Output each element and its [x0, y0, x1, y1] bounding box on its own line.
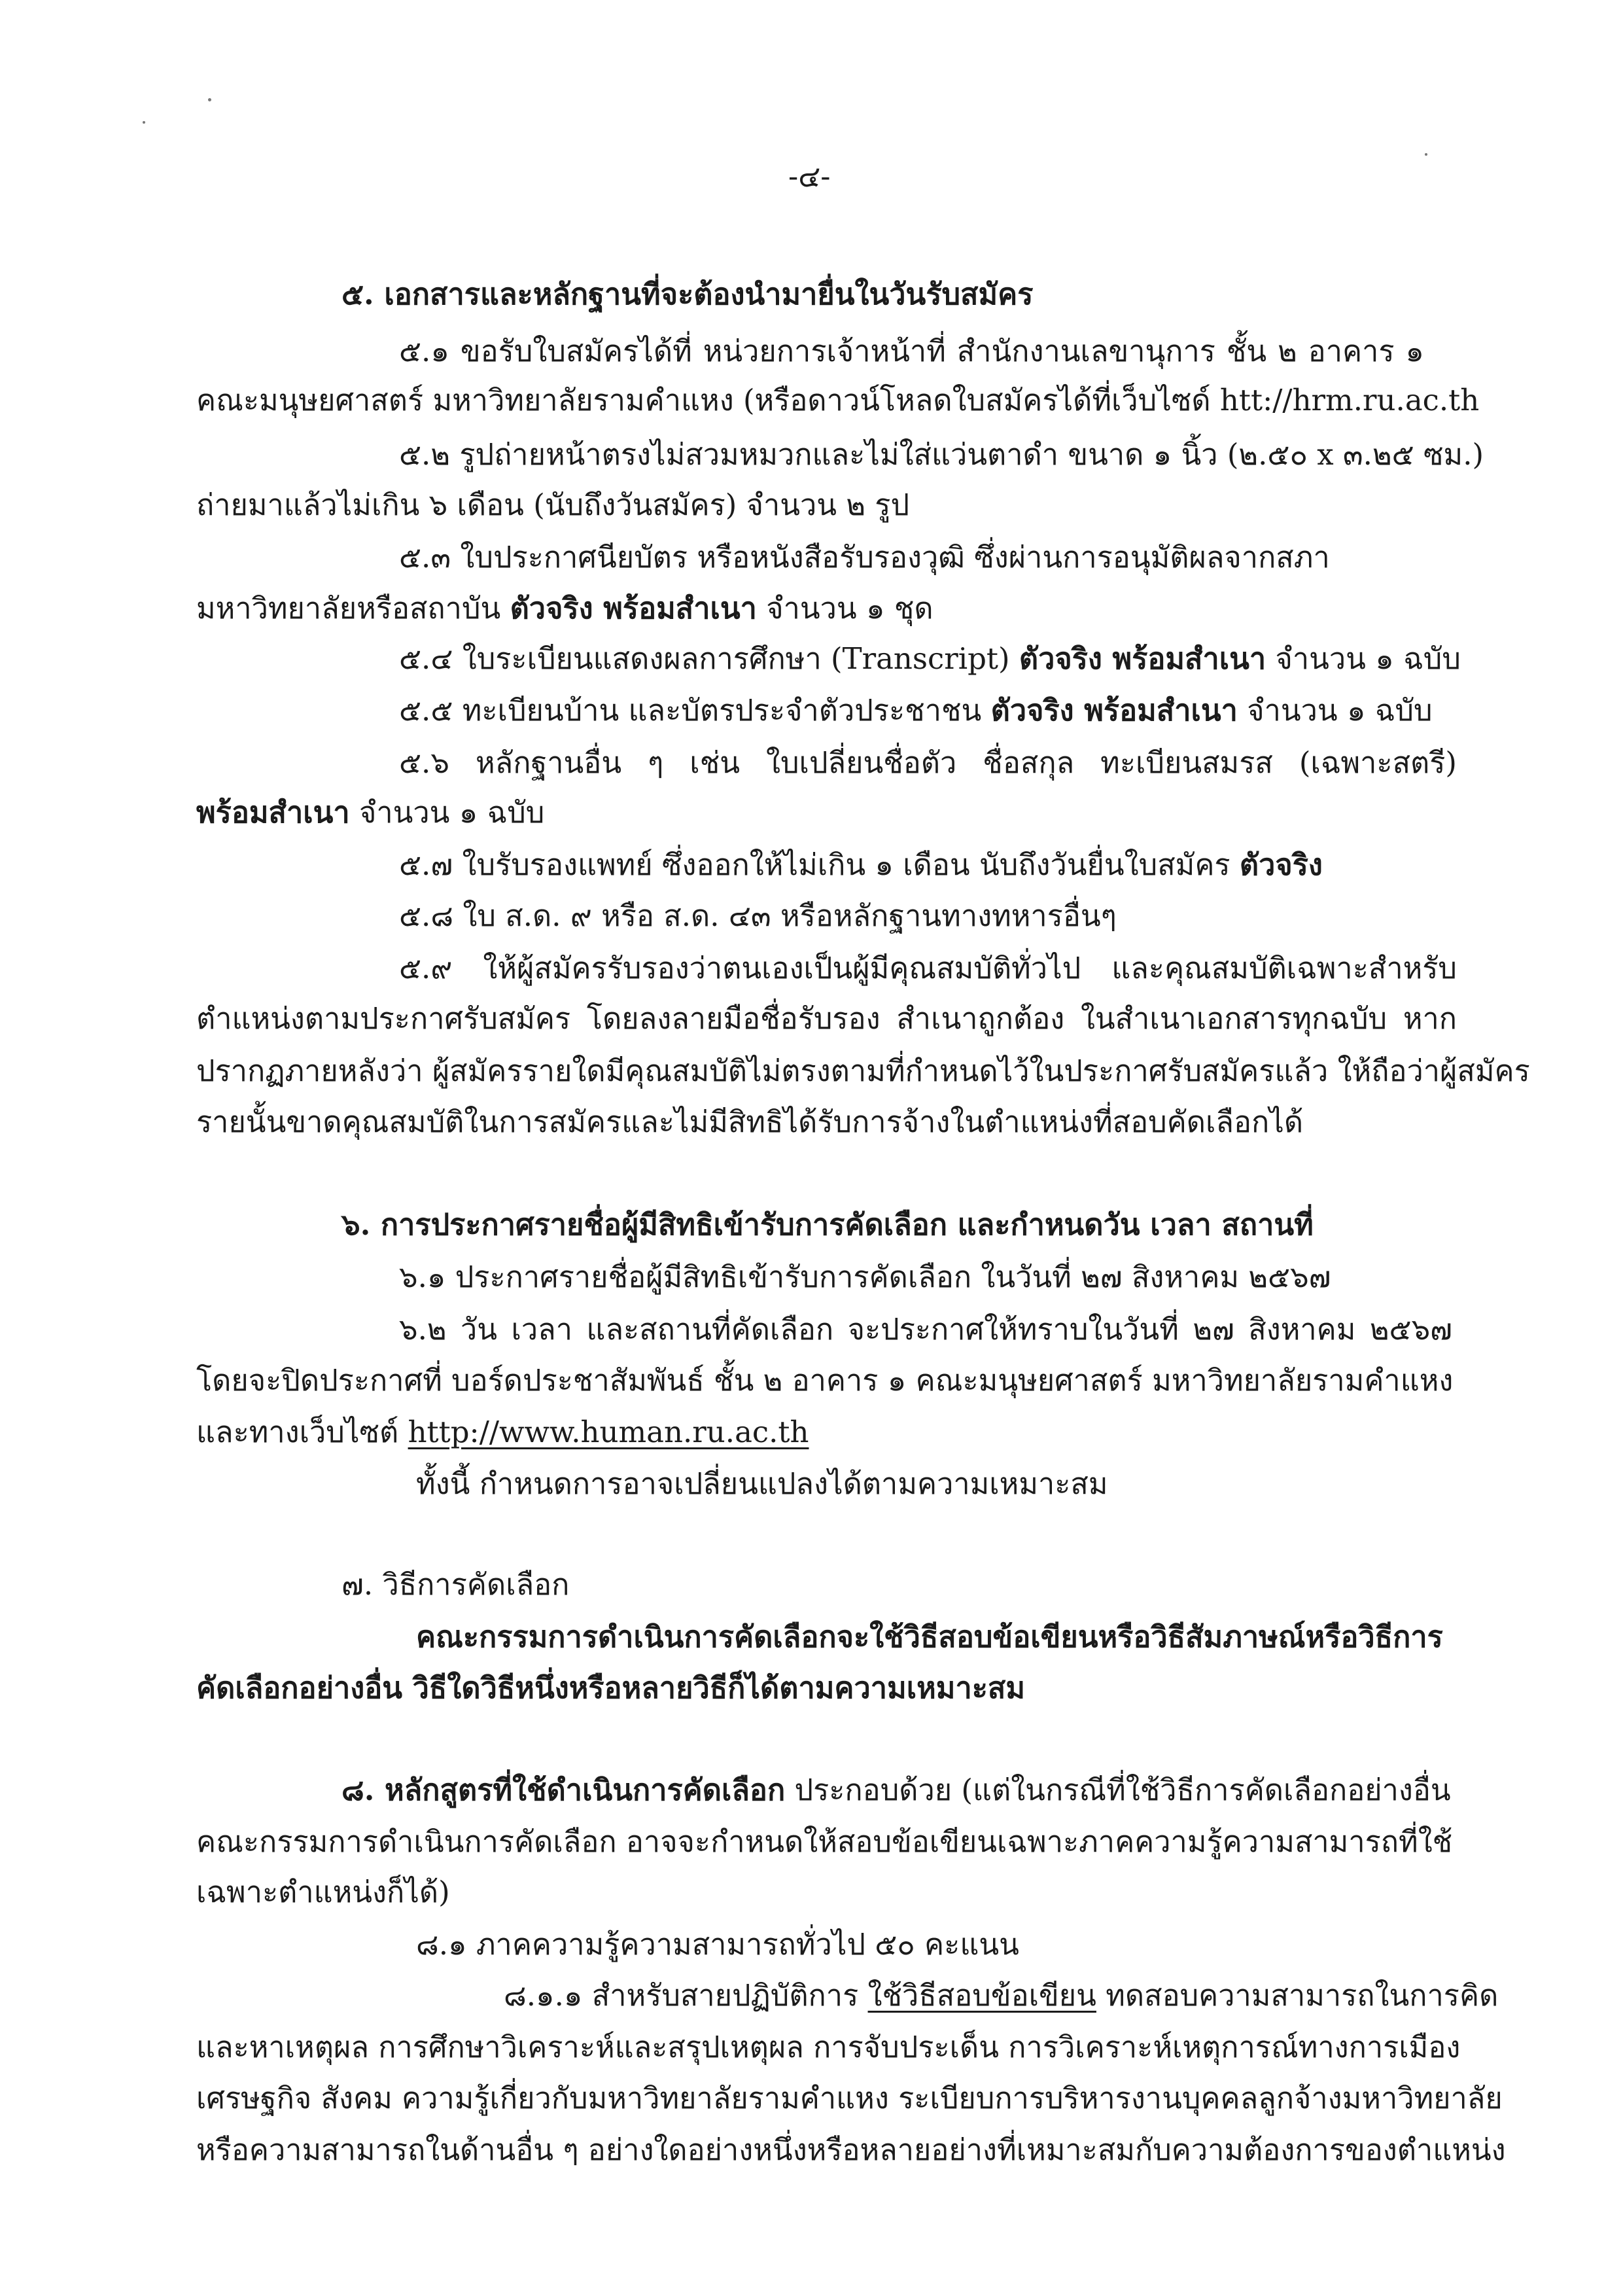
- item-8-1-1-line2: และหาเหตุผล การศึกษาวิเคราะห์และสรุปเหตุผล การจับประเด็น การวิเคราะห์เหตุการณ์ทางการเมือง: [196, 2030, 1461, 2064]
- section-5-heading: ๕. เอกสารและหลักฐานที่จะต้องนำมายื่นในวันรับสมัคร: [341, 277, 1034, 311]
- item-8-1-1-line1: [504, 1975, 1498, 2017]
- item-5-3-quantity: จำนวน ๑ ชุด: [756, 591, 934, 626]
- item-6-2-line1: ๖.๒ วัน เวลา และสถานที่คัดเลือก จะประกาศให้ทราบในวันที่ ๒๗ สิงหาคม ๒๕๖๗: [399, 1312, 1452, 1347]
- item-5-9-line2: ตำแหน่งตามประกาศรับสมัคร โดยลงลายมือชื่อรับรอง สำเนาถูกต้อง ในสำเนาเอกสารทุกฉบับ หาก: [196, 1001, 1457, 1036]
- section-7-line2: คัดเลือกอย่างอื่น วิธีใดวิธีหนึ่งหรือหลายวิธีก็ได้ตามความเหมาะสม: [196, 1670, 1026, 1705]
- item-8-1: ๘.๑ ภาคความรู้ความสามารถทั่วไป ๕๐ คะแนน: [416, 1927, 1019, 1962]
- item-5-4: [399, 638, 1461, 680]
- section-8-line2: คณะกรรมการดำเนินการคัดเลือก อาจจะกำหนดให้สอบข้อเขียนเฉพาะภาคความรู้ความสามารถที่ใช้: [196, 1824, 1453, 1859]
- item-5-8: ๕.๘ ใบ ส.ด. ๙ หรือ ส.ด. ๔๓ หรือหลักฐานทางทหารอื่นๆ: [399, 898, 1117, 933]
- schedule-note: ทั้งนี้ กำหนดการอาจเปลี่ยนแปลงได้ตามความเหมาะสม: [416, 1466, 1108, 1501]
- item-5-4-quantity: จำนวน ๑ ฉบับ: [1266, 641, 1461, 676]
- section-7-heading: ๗. วิธีการคัดเลือก: [341, 1567, 570, 1602]
- item-5-9-line3: ปรากฏภายหลังว่า ผู้สมัครรายใดมีคุณสมบัติไม่ตรงตามที่กำหนดไว้ในประกาศรับสมัครแล้ว ให้ถือว่าผู้สมัคร: [196, 1053, 1530, 1088]
- item-8-1-1-line3: เศรษฐกิจ สังคม ความรู้เกี่ยวกับมหาวิทยาลัยรามคำแหง ระเบียบการบริหารงานบุคคลลูกจ้างมหาวิทยาลัย: [196, 2081, 1503, 2115]
- item-6-2-line3: [196, 1411, 809, 1453]
- item-5-3-text: มหาวิทยาลัยหรือสถาบัน: [196, 591, 510, 626]
- item-5-6-line1: ๕.๖ หลักฐานอื่น ๆ เช่น ใบเปลี่ยนชื่อตัว ชื่อสกุล ทะเบียนสมรส (เฉพาะสตรี): [399, 745, 1457, 780]
- item-5-2-line1: ๕.๒ รูปถ่ายหน้าตรงไม่สวมหมวกและไม่ใส่แว่นตาดำ ขนาด ๑ นิ้ว (๒.๕๐ x ๓.๒๕ ซม.): [399, 437, 1484, 472]
- item-5-6-line2: [196, 792, 544, 834]
- item-5-5-text: ๕.๕ ทะเบียนบ้าน และบัตรประจำตัวประชาชน: [399, 693, 991, 728]
- item-8-1-1-label: ๘.๑.๑ สำหรับสายปฏิบัติการ: [504, 1978, 868, 2013]
- item-5-1-line1: ๕.๑ ขอรับใบสมัครได้ที่ หน่วยการเจ้าหน้าที่ สำนักงานเลขานุการ ชั้น ๒ อาคาร ๑: [399, 334, 1424, 368]
- item-6-2-line2: โดยจะปิดประกาศที่ บอร์ดประชาสัมพันธ์ ชั้น ๒ อาคาร ๑ คณะมนุษยศาสตร์ มหาวิทยาลัยรามคำแหง: [196, 1363, 1454, 1398]
- item-5-7-text: ๕.๗ ใบรับรองแพทย์ ซึ่งออกให้ไม่เกิน ๑ เดือน นับถึงวันยื่นใบสมัคร: [399, 847, 1240, 882]
- scan-speck: [1425, 153, 1427, 156]
- item-5-3-line1: ๕.๓ ใบประกาศนียบัตร หรือหนังสือรับรองวุฒิ ซึ่งผ่านการอนุมัติผลจากสภา: [399, 540, 1330, 574]
- scan-speck: [143, 121, 145, 124]
- page-number: -๔-: [788, 159, 831, 194]
- section-7-line1: คณะกรรมการดำเนินการคัดเลือกจะใช้วิธีสอบข้อเขียนหรือวิธีสัมภาษณ์หรือวิธีการ: [416, 1619, 1443, 1654]
- item-5-7-original: ตัวจริง: [1239, 847, 1323, 882]
- item-8-1-1-method: ใช้วิธีสอบข้อเขียน: [867, 1978, 1096, 2013]
- item-5-7: [399, 844, 1323, 886]
- section-8-heading: [341, 1769, 1451, 1811]
- item-5-5-quantity: จำนวน ๑ ฉบับ: [1237, 693, 1433, 728]
- section-8-title: ๘. หลักสูตรที่ใช้ดำเนินการคัดเลือก: [341, 1773, 786, 1807]
- section-8-line3: เฉพาะตำแหน่งก็ได้): [196, 1875, 450, 1909]
- website-label: และทางเว็บไซต์: [196, 1415, 408, 1449]
- item-5-9-line1: ๕.๙ ให้ผู้สมัครรับรองว่าตนเองเป็นผู้มีคุณสมบัติทั่วไป และคุณสมบัติเฉพาะสำหรับ: [399, 951, 1457, 985]
- item-5-5-original-copy: ตัวจริง พร้อมสำเนา: [990, 693, 1238, 728]
- scan-speck: [208, 98, 211, 101]
- item-5-3-original-copy: ตัวจริง พร้อมสำเนา: [510, 591, 757, 626]
- item-5-6-copy: พร้อมสำเนา: [196, 795, 350, 830]
- item-5-1-line2: คณะมนุษยศาสตร์ มหาวิทยาลัยรามคำแหง (หรือดาวน์โหลดใบสมัครได้ที่เว็บไซด์ htt://hrm.ru.ac.th: [196, 383, 1480, 417]
- item-5-4-text: ๕.๔ ใบระเบียนแสดงผลการศึกษา (Transcript): [399, 641, 1019, 676]
- section-8-title-note: ประกอบด้วย (แต่ในกรณีที่ใช้วิธีการคัดเลือกอย่างอื่น: [785, 1773, 1451, 1807]
- item-5-4-original-copy: ตัวจริง พร้อมสำเนา: [1019, 641, 1266, 676]
- item-5-5: [399, 690, 1433, 732]
- website-link[interactable]: http://www.human.ru.ac.th: [408, 1415, 809, 1449]
- item-8-1-1-text: ทดสอบความสามารถในการคิด: [1096, 1978, 1499, 2013]
- item-5-3-line2: [196, 588, 934, 629]
- item-5-6-quantity: จำนวน ๑ ฉบับ: [349, 795, 545, 830]
- item-5-2-line2: ถ่ายมาแล้วไม่เกิน ๖ เดือน (นับถึงวันสมัคร) จำนวน ๒ รูป: [196, 487, 910, 522]
- section-6-heading: ๖. การประกาศรายชื่อผู้มีสิทธิเข้ารับการคัดเลือก และกำหนดวัน เวลา สถานที่: [341, 1207, 1314, 1242]
- item-5-9-line4: รายนั้นขาดคุณสมบัติในการสมัครและไม่มีสิทธิได้รับการจ้างในตำแหน่งที่สอบคัดเลือกได้: [196, 1104, 1304, 1139]
- item-6-1: ๖.๑ ประกาศรายชื่อผู้มีสิทธิเข้ารับการคัดเลือก ในวันที่ ๒๗ สิงหาคม ๒๕๖๗: [399, 1260, 1331, 1294]
- item-8-1-1-line4: หรือความสามารถในด้านอื่น ๆ อย่างใดอย่างหนึ่งหรือหลายอย่างที่เหมาะสมกับความต้องการของตำแหน่ง: [196, 2132, 1506, 2167]
